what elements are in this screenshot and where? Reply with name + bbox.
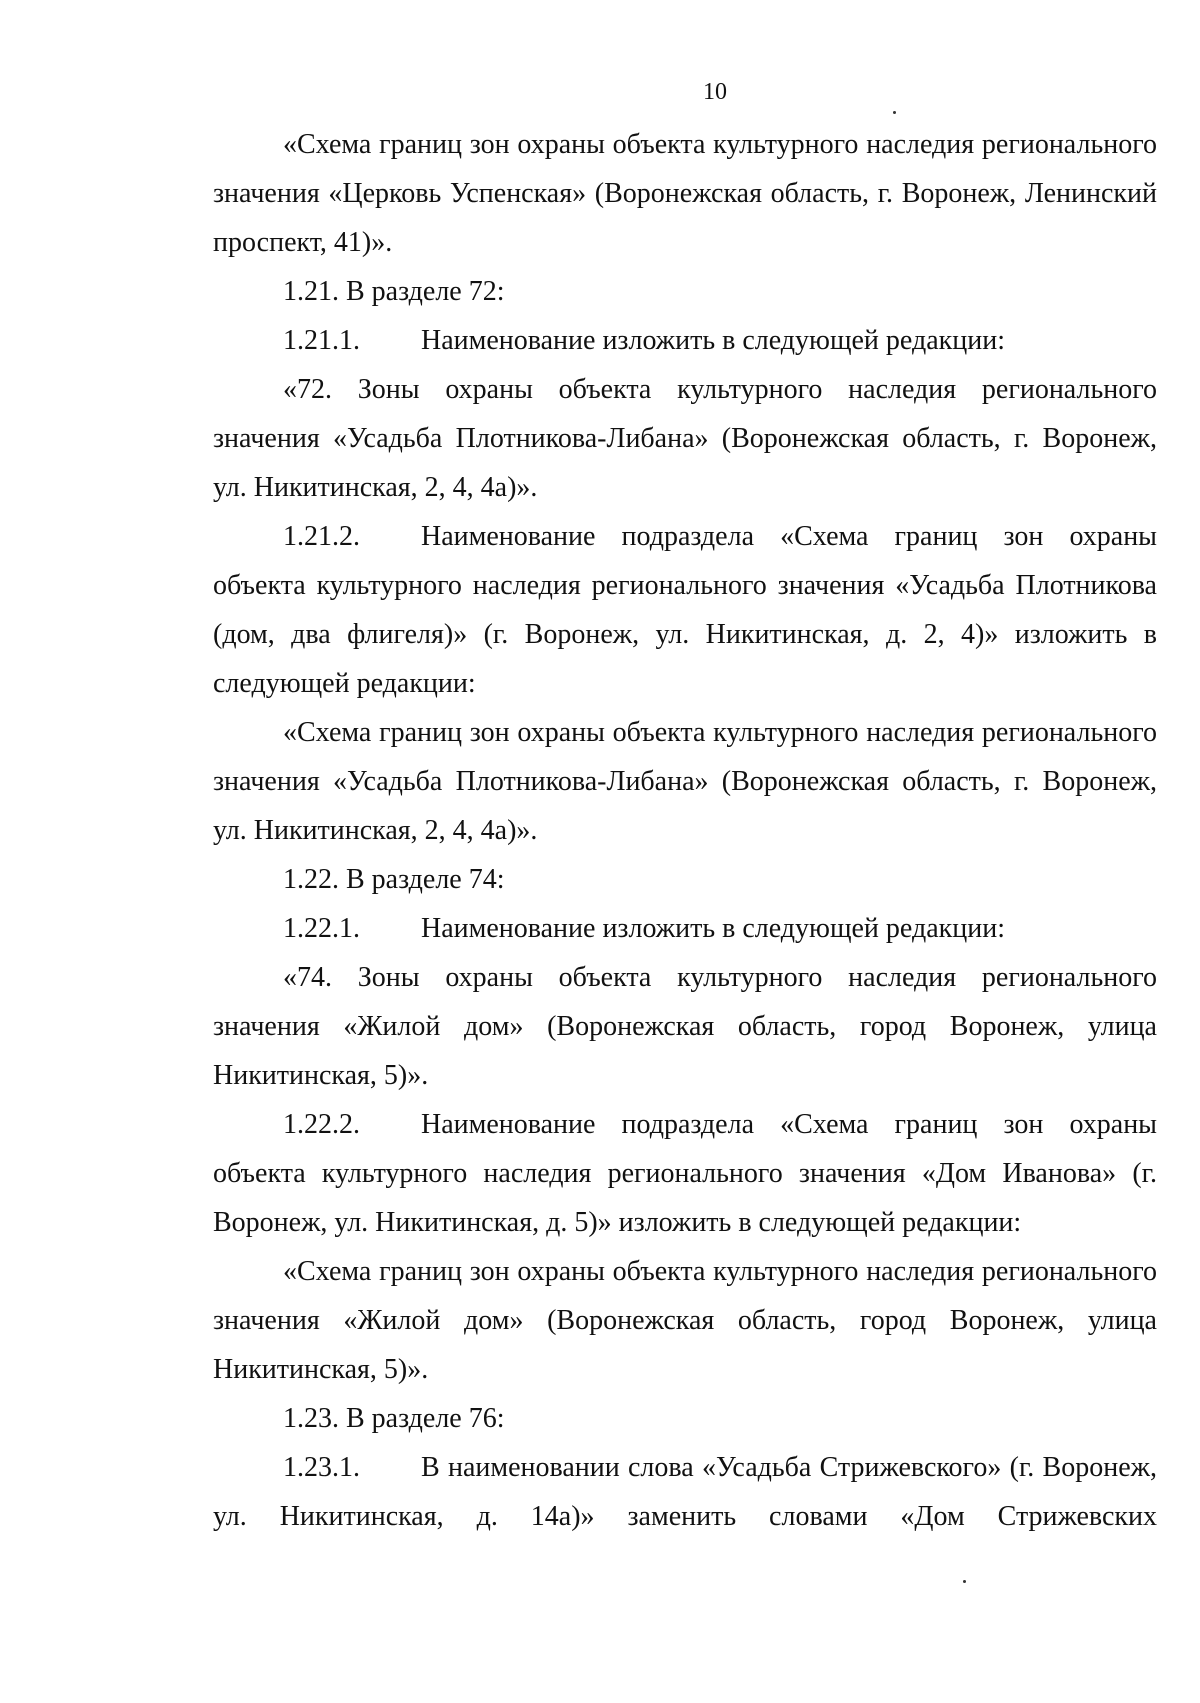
paragraph-1-21-1 bbox=[213, 316, 1157, 365]
paragraph-scheme-uspenskaya: «Схема границ зон охраны объекта культурного наследия регионального значения «Церковь Успенская» (Воронежская область, г. Воронеж, Ленинский проспект, 41)». bbox=[213, 129, 1157, 258]
paragraph-scheme-zhiloy-dom: «Схема границ зон охраны объекта культурного наследия регионального значения «Жилой дом» (Воронежская область, город Воронеж, улица Никитинская, 5)». bbox=[213, 1256, 1157, 1385]
document-body bbox=[213, 120, 1157, 1541]
scan-speck bbox=[963, 1580, 966, 1583]
paragraph-zones-72: «72. Зоны охраны объекта культурного наследия регионального значения «Усадьба Плотникова-Либана» (Воронежская область, г. Воронеж, ул. Никитинская, 2, 4, 4а)». bbox=[213, 374, 1157, 503]
item-number: 1.23.1. bbox=[283, 1452, 360, 1483]
item-text: Наименование подраздела «Схема границ зон охраны объекта культурного наследия регионального значения «Усадьба Плотникова (дом, два флигеля)» (г. Воронеж, ул. Никитинская, д. 2, 4)» изложить в следующей редакции: bbox=[213, 521, 1157, 699]
scan-speck bbox=[893, 111, 896, 114]
item-text: Наименование изложить в следующей редакции: bbox=[421, 913, 1005, 944]
paragraph-scheme-plotnikov-liban: «Схема границ зон охраны объекта культурного наследия регионального значения «Усадьба Плотникова-Либана» (Воронежская область, г. Воронеж, ул. Никитинская, 2, 4, 4а)». bbox=[213, 717, 1157, 846]
paragraph-1-21-2 bbox=[213, 512, 1157, 708]
paragraph-1-22-1 bbox=[213, 904, 1157, 953]
paragraph-section-76-heading: 1.23. В разделе 76: bbox=[283, 1403, 505, 1434]
item-text: Наименование подраздела «Схема границ зон охраны объекта культурного наследия регионального значения «Дом Иванова» (г. Воронеж, ул. Никитинская, д. 5)» изложить в следующей редакции: bbox=[213, 1109, 1157, 1238]
paragraph-1-23-1 bbox=[213, 1443, 1157, 1541]
paragraph-section-72-heading: 1.21. В разделе 72: bbox=[283, 276, 505, 307]
paragraph-zones-74: «74. Зоны охраны объекта культурного наследия регионального значения «Жилой дом» (Воронежская область, город Воронеж, улица Никитинская, 5)». bbox=[213, 962, 1157, 1091]
item-text: В наименовании слова «Усадьба Стрижевского» (г. Воронеж, ул. Никитинская, д. 14а)» заменить словами «Дом Стрижевских bbox=[213, 1452, 1157, 1532]
item-number: 1.22.2. bbox=[283, 1109, 360, 1140]
paragraph-section-74-heading: 1.22. В разделе 74: bbox=[283, 864, 505, 895]
paragraph-1-22-2 bbox=[213, 1100, 1157, 1247]
item-number: 1.21.2. bbox=[283, 521, 360, 552]
page-number: 10 bbox=[703, 79, 727, 105]
item-number: 1.21.1. bbox=[283, 325, 360, 356]
item-text: Наименование изложить в следующей редакции: bbox=[421, 325, 1005, 356]
item-number: 1.22.1. bbox=[283, 913, 360, 944]
